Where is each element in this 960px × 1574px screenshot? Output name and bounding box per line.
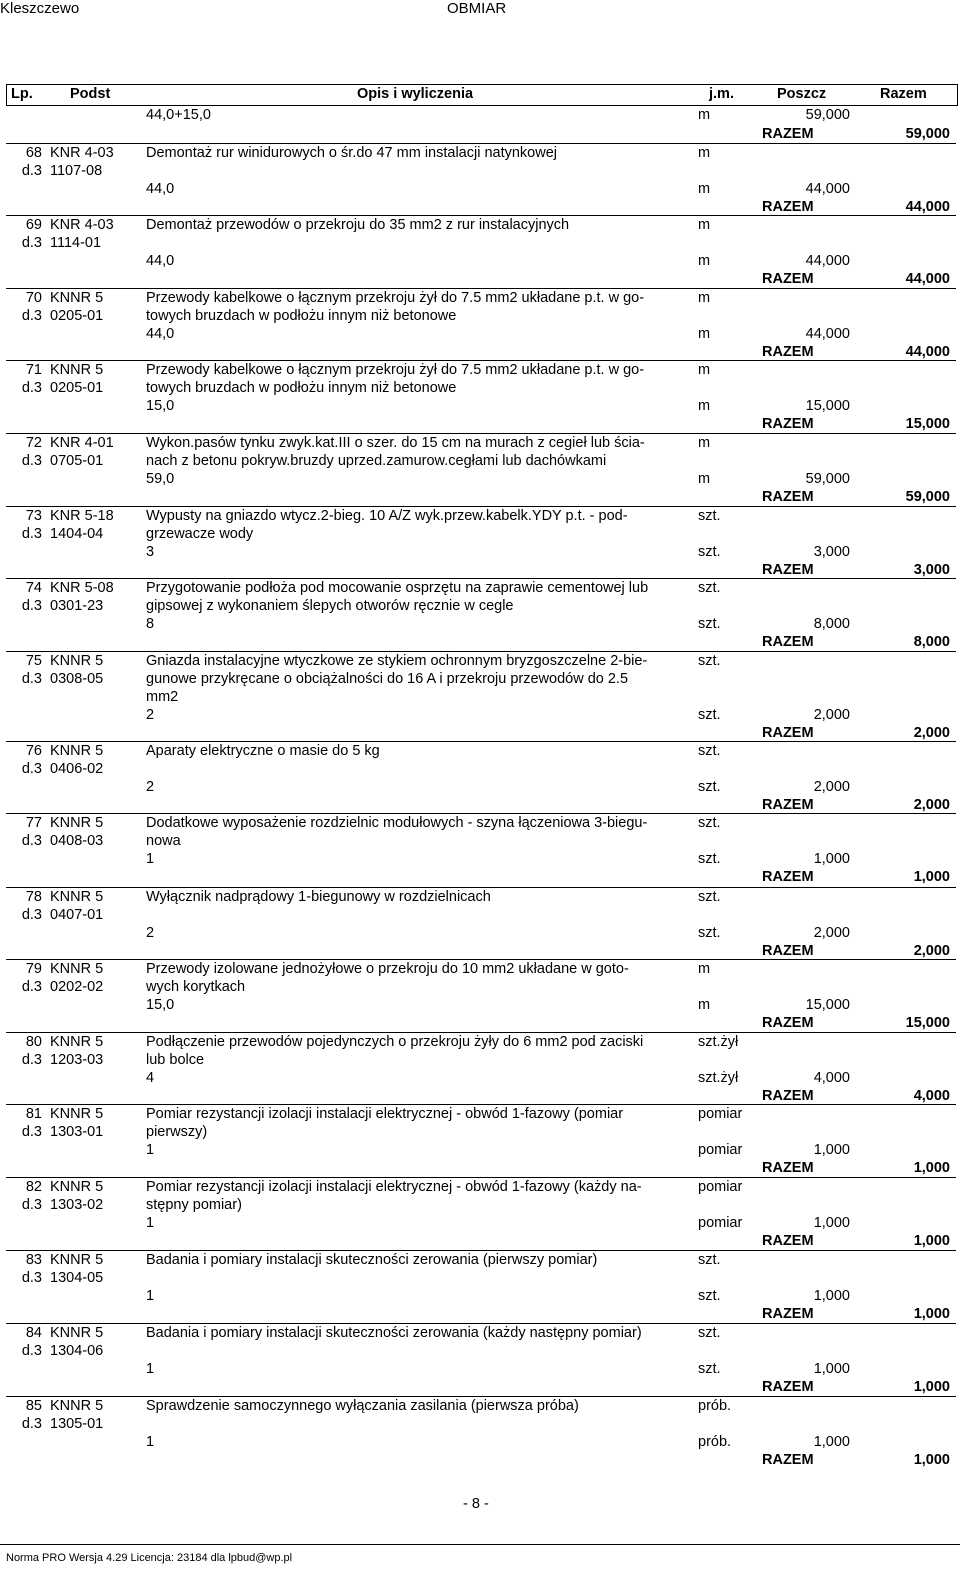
col-podst: Podst <box>70 86 111 102</box>
item-code-1: KNNR 5 <box>50 1325 104 1341</box>
item-desc-line-2: gunowe przykręcane o obciążalności do 16 A i przekroju przewodów do 2.5 <box>146 671 629 687</box>
item-razem-value: 1,000 <box>913 1452 950 1468</box>
col-razem: Razem <box>880 86 927 102</box>
item-lp: 71 <box>25 362 42 378</box>
item-razem-value: 15,000 <box>905 416 950 432</box>
item-calc: 44,0 <box>146 253 175 269</box>
carry-unit: m <box>698 107 711 123</box>
item-desc-line-1: Dodatkowe wyposażenie rozdzielnic modułowych - szyna łączeniowa 3-biegu- <box>146 815 648 831</box>
item-razem-value: 2,000 <box>913 725 950 741</box>
col-poszcz: Poszcz <box>777 86 827 102</box>
item-calc-unit: szt. <box>698 925 721 941</box>
item-razem-value: 1,000 <box>913 1379 950 1395</box>
item-lp: 72 <box>25 435 42 451</box>
razem-label: RAZEM <box>762 1233 814 1249</box>
item-desc-line-2: gipsowej z wykonaniem ślepych otworów ręcznie w cegle <box>146 598 514 614</box>
item-code-2: 0407-01 <box>50 907 104 923</box>
item-code-2: 1107-08 <box>50 163 103 179</box>
item-d: d.3 <box>21 761 42 777</box>
item-unit: szt. <box>698 653 721 669</box>
item-desc-line-2: towych bruzdach w podłożu innym niż betonowe <box>146 380 457 396</box>
item-calc: 1 <box>146 1142 155 1158</box>
footer-divider <box>0 1544 960 1545</box>
item-d: d.3 <box>21 598 42 614</box>
item-calc: 15,0 <box>146 398 175 414</box>
table-header <box>6 84 958 106</box>
item-lp: 73 <box>25 508 42 524</box>
item-d: d.3 <box>21 671 42 687</box>
item-lp: 84 <box>25 1325 42 1341</box>
item-desc-line-2: stępny pomiar) <box>146 1197 242 1213</box>
col-opis: Opis i wyliczenia <box>357 86 474 102</box>
carry-calc: 44,0+15,0 <box>146 107 211 123</box>
item-lp: 83 <box>25 1252 42 1268</box>
item-calc-value: 44,000 <box>805 181 850 197</box>
item-calc-value: 1,000 <box>813 851 850 867</box>
item-d: d.3 <box>21 1416 42 1432</box>
item-calc-unit: m <box>698 398 711 414</box>
item-d: d.3 <box>21 1343 42 1359</box>
item-unit: szt. <box>698 815 721 831</box>
item-calc: 15,0 <box>146 997 175 1013</box>
item-calc-unit: m <box>698 471 711 487</box>
item-calc-unit: szt. <box>698 851 721 867</box>
item-calc-unit: szt. <box>698 616 721 632</box>
item-unit: m <box>698 961 711 977</box>
item-unit: szt. <box>698 889 721 905</box>
item-calc: 44,0 <box>146 326 175 342</box>
item-desc-line-1: Pomiar rezystancji izolacji instalacji elektrycznej - obwód 1-fazowy (pomiar <box>146 1106 624 1122</box>
item-calc-value: 1,000 <box>813 1215 850 1231</box>
item-desc-line-2: pierwszy) <box>146 1124 208 1140</box>
razem-label: RAZEM <box>762 943 814 959</box>
item-code-2: 1304-06 <box>50 1343 104 1359</box>
item-code-2: 1303-01 <box>50 1124 104 1140</box>
item-unit: m <box>698 362 711 378</box>
page-number: - 8 - <box>463 1496 489 1512</box>
item-razem-value: 59,000 <box>905 489 950 505</box>
item-desc-line-1: Sprawdzenie samoczynnego wyłączania zasilania (pierwsza próba) <box>146 1398 579 1414</box>
item-calc-unit: pomiar <box>698 1142 743 1158</box>
item-lp: 69 <box>25 217 42 233</box>
item-d: d.3 <box>21 1270 42 1286</box>
item-calc: 4 <box>146 1070 155 1086</box>
item-unit: szt.żył <box>698 1034 739 1050</box>
item-code-1: KNR 4-03 <box>50 145 114 161</box>
item-code-1: KNNR 5 <box>50 889 104 905</box>
item-calc: 2 <box>146 707 155 723</box>
razem-label: RAZEM <box>762 1015 814 1031</box>
razem-label: RAZEM <box>762 199 814 215</box>
col-lp: Lp. <box>11 86 33 102</box>
item-calc-value: 4,000 <box>813 1070 850 1086</box>
item-calc-unit: szt.żył <box>698 1070 739 1086</box>
razem-label: RAZEM <box>762 126 814 142</box>
item-unit: prób. <box>698 1398 732 1414</box>
item-calc-unit: szt. <box>698 779 721 795</box>
item-desc-line-1: Przewody izolowane jednożyłowe o przekroju do 10 mm2 układane w goto- <box>146 961 629 977</box>
item-d: d.3 <box>21 235 42 251</box>
item-desc-line-1: Badania i pomiary instalacji skuteczności zerowania (pierwszy pomiar) <box>146 1252 598 1268</box>
item-code-2: 1304-05 <box>50 1270 104 1286</box>
footer-license: Norma PRO Wersja 4.29 Licencja: 23184 dla lpbud@wp.pl <box>6 1552 293 1564</box>
razem-label: RAZEM <box>762 1306 814 1322</box>
item-desc-line-1: Pomiar rezystancji izolacji instalacji elektrycznej - obwód 1-fazowy (każdy na- <box>146 1179 642 1195</box>
item-lp: 79 <box>25 961 42 977</box>
item-lp: 81 <box>25 1106 42 1122</box>
item-code-1: KNNR 5 <box>50 1034 104 1050</box>
item-razem-value: 15,000 <box>905 1015 950 1031</box>
item-code-2: 0408-03 <box>50 833 104 849</box>
item-code-1: KNNR 5 <box>50 290 104 306</box>
item-calc-value: 44,000 <box>805 253 850 269</box>
item-calc: 1 <box>146 1288 155 1304</box>
item-code-1: KNNR 5 <box>50 1179 104 1195</box>
item-unit: szt. <box>698 743 721 759</box>
item-unit: szt. <box>698 580 721 596</box>
razem-label: RAZEM <box>762 1160 814 1176</box>
item-razem-value: 1,000 <box>913 1306 950 1322</box>
item-razem-value: 1,000 <box>913 1233 950 1249</box>
item-calc: 1 <box>146 1361 155 1377</box>
razem-label: RAZEM <box>762 725 814 741</box>
item-lp: 82 <box>25 1179 42 1195</box>
item-desc-line-2: grzewacze wody <box>146 526 254 542</box>
item-calc: 8 <box>146 616 155 632</box>
item-razem-value: 2,000 <box>913 943 950 959</box>
header-left-title: Kleszczewo <box>0 0 80 17</box>
item-desc-line-1: Aparaty elektryczne o masie do 5 kg <box>146 743 380 759</box>
item-desc-line-1: Demontaż rur winidurowych o śr.do 47 mm instalacji natynkowej <box>146 145 558 161</box>
item-lp: 78 <box>25 889 42 905</box>
item-d: d.3 <box>21 833 42 849</box>
item-razem-value: 44,000 <box>905 199 950 215</box>
item-calc-value: 59,000 <box>805 471 850 487</box>
item-calc-value: 2,000 <box>813 779 850 795</box>
razem-label: RAZEM <box>762 1088 814 1104</box>
item-lp: 76 <box>25 743 42 759</box>
item-desc-line-2: nowa <box>146 833 181 849</box>
item-code-2: 1114-01 <box>50 235 102 251</box>
item-code-1: KNNR 5 <box>50 815 104 831</box>
item-code-2: 0308-05 <box>50 671 104 687</box>
item-calc: 2 <box>146 779 155 795</box>
item-calc: 1 <box>146 1434 155 1450</box>
item-calc: 59,0 <box>146 471 175 487</box>
item-razem-value: 3,000 <box>913 562 950 578</box>
item-desc-line-1: Podłączenie przewodów pojedynczych o przekroju żyły do 6 mm2 pod zaciski <box>146 1034 644 1050</box>
carry-razem-value: 59,000 <box>905 126 950 142</box>
item-razem-value: 1,000 <box>913 869 950 885</box>
item-code-1: KNR 5-18 <box>50 508 114 524</box>
item-desc-line-2: wych korytkach <box>146 979 246 995</box>
item-calc-value: 2,000 <box>813 925 850 941</box>
item-lp: 74 <box>25 580 42 596</box>
item-code-2: 0202-02 <box>50 979 104 995</box>
item-d: d.3 <box>21 1197 42 1213</box>
item-code-2: 0205-01 <box>50 380 104 396</box>
item-lp: 75 <box>25 653 42 669</box>
item-lp: 68 <box>25 145 42 161</box>
item-calc-value: 1,000 <box>813 1288 850 1304</box>
item-calc-value: 15,000 <box>805 997 850 1013</box>
item-unit: m <box>698 435 711 451</box>
item-razem-value: 1,000 <box>913 1160 950 1176</box>
item-code-1: KNR 4-01 <box>50 435 114 451</box>
item-code-1: KNNR 5 <box>50 653 104 669</box>
carry-value: 59,000 <box>805 107 850 123</box>
razem-label: RAZEM <box>762 489 814 505</box>
item-d: d.3 <box>21 979 42 995</box>
item-d: d.3 <box>21 1052 42 1068</box>
item-calc-unit: m <box>698 326 711 342</box>
item-code-1: KNNR 5 <box>50 1252 104 1268</box>
item-calc: 44,0 <box>146 181 175 197</box>
item-d: d.3 <box>21 308 42 324</box>
col-jm: j.m. <box>709 86 734 102</box>
item-code-1: KNNR 5 <box>50 961 104 977</box>
item-desc-line-1: Przewody kabelkowe o łącznym przekroju żył do 7.5 mm2 układane p.t. w go- <box>146 362 645 378</box>
item-calc-unit: m <box>698 253 711 269</box>
item-code-2: 1305-01 <box>50 1416 104 1432</box>
item-desc-line-2: lub bolce <box>146 1052 205 1068</box>
item-calc: 3 <box>146 544 155 560</box>
item-unit: m <box>698 145 711 161</box>
item-calc-value: 1,000 <box>813 1142 850 1158</box>
item-calc-value: 2,000 <box>813 707 850 723</box>
item-razem-value: 44,000 <box>905 344 950 360</box>
item-unit: m <box>698 217 711 233</box>
item-desc-line-1: Badania i pomiary instalacji skuteczności zerowania (każdy następny pomiar) <box>146 1325 642 1341</box>
item-d: d.3 <box>21 380 42 396</box>
item-razem-value: 4,000 <box>913 1088 950 1104</box>
item-d: d.3 <box>21 1124 42 1140</box>
item-code-2: 0406-02 <box>50 761 104 777</box>
item-calc-value: 1,000 <box>813 1361 850 1377</box>
item-code-2: 1203-03 <box>50 1052 104 1068</box>
item-calc-unit: prób. <box>698 1434 732 1450</box>
item-calc-value: 15,000 <box>805 398 850 414</box>
item-code-2: 0301-23 <box>50 598 104 614</box>
item-calc: 1 <box>146 1215 155 1231</box>
item-code-1: KNNR 5 <box>50 1398 104 1414</box>
item-code-1: KNNR 5 <box>50 743 104 759</box>
item-desc-line-1: Wyłącznik nadprądowy 1-biegunowy w rozdzielnicach <box>146 889 491 905</box>
item-d: d.3 <box>21 526 42 542</box>
item-calc-unit: pomiar <box>698 1215 743 1231</box>
item-calc-unit: szt. <box>698 544 721 560</box>
header-document-title: OBMIAR <box>447 0 507 17</box>
item-razem-value: 8,000 <box>913 634 950 650</box>
item-desc-line-1: Wypusty na gniazdo wtycz.2-bieg. 10 A/Z wyk.przew.kabelk.YDY p.t. - pod- <box>146 508 628 524</box>
item-razem-value: 2,000 <box>913 797 950 813</box>
item-calc-unit: szt. <box>698 1288 721 1304</box>
razem-label: RAZEM <box>762 416 814 432</box>
item-unit: szt. <box>698 508 721 524</box>
item-calc-value: 3,000 <box>813 544 850 560</box>
item-lp: 77 <box>25 815 42 831</box>
item-code-2: 1404-04 <box>50 526 104 542</box>
item-calc-unit: szt. <box>698 1361 721 1377</box>
item-calc-unit: m <box>698 181 711 197</box>
item-calc-value: 1,000 <box>813 1434 850 1450</box>
item-code-2: 0205-01 <box>50 308 104 324</box>
razem-label: RAZEM <box>762 562 814 578</box>
item-desc-line-1: Wykon.pasów tynku zwyk.kat.III o szer. do 15 cm na murach z cegieł lub ścia- <box>146 435 645 451</box>
razem-label: RAZEM <box>762 1379 814 1395</box>
item-calc-value: 8,000 <box>813 616 850 632</box>
item-razem-value: 44,000 <box>905 271 950 287</box>
item-desc-line-1: Demontaż przewodów o przekroju do 35 mm2 z rur instalacyjnych <box>146 217 570 233</box>
razem-label: RAZEM <box>762 1452 814 1468</box>
item-desc-line-2: towych bruzdach w podłożu innym niż betonowe <box>146 308 457 324</box>
razem-label: RAZEM <box>762 344 814 360</box>
item-d: d.3 <box>21 907 42 923</box>
item-unit: szt. <box>698 1325 721 1341</box>
item-unit: pomiar <box>698 1179 743 1195</box>
item-desc-line-3: mm2 <box>146 689 179 705</box>
item-unit: szt. <box>698 1252 721 1268</box>
item-code-2: 1303-02 <box>50 1197 104 1213</box>
item-calc-unit: m <box>698 997 711 1013</box>
item-unit: m <box>698 290 711 306</box>
item-d: d.3 <box>21 163 42 179</box>
razem-label: RAZEM <box>762 634 814 650</box>
item-desc-line-1: Gniazda instalacyjne wtyczkowe ze stykiem ochronnym bryzgoszczelne 2-bie- <box>146 653 648 669</box>
item-code-1: KNNR 5 <box>50 362 104 378</box>
item-code-1: KNNR 5 <box>50 1106 104 1122</box>
item-desc-line-1: Przewody kabelkowe o łącznym przekroju żył do 7.5 mm2 układane p.t. w go- <box>146 290 645 306</box>
item-unit: pomiar <box>698 1106 743 1122</box>
item-d: d.3 <box>21 453 42 469</box>
item-lp: 80 <box>25 1034 42 1050</box>
item-calc: 1 <box>146 851 155 867</box>
item-desc-line-2: nach z betonu pokryw.bruzdy uprzed.zamurow.cegłami lub dachówkami <box>146 453 607 469</box>
item-code-1: KNR 5-08 <box>50 580 114 596</box>
item-calc-unit: szt. <box>698 707 721 723</box>
item-code-2: 0705-01 <box>50 453 104 469</box>
item-lp: 70 <box>25 290 42 306</box>
item-calc-value: 44,000 <box>805 326 850 342</box>
item-desc-line-1: Przygotowanie podłoża pod mocowanie osprzętu na zaprawie cementowej lub <box>146 580 649 596</box>
razem-label: RAZEM <box>762 271 814 287</box>
item-code-1: KNR 4-03 <box>50 217 114 233</box>
item-calc: 2 <box>146 925 155 941</box>
razem-label: RAZEM <box>762 869 814 885</box>
item-lp: 85 <box>25 1398 42 1414</box>
razem-label: RAZEM <box>762 797 814 813</box>
